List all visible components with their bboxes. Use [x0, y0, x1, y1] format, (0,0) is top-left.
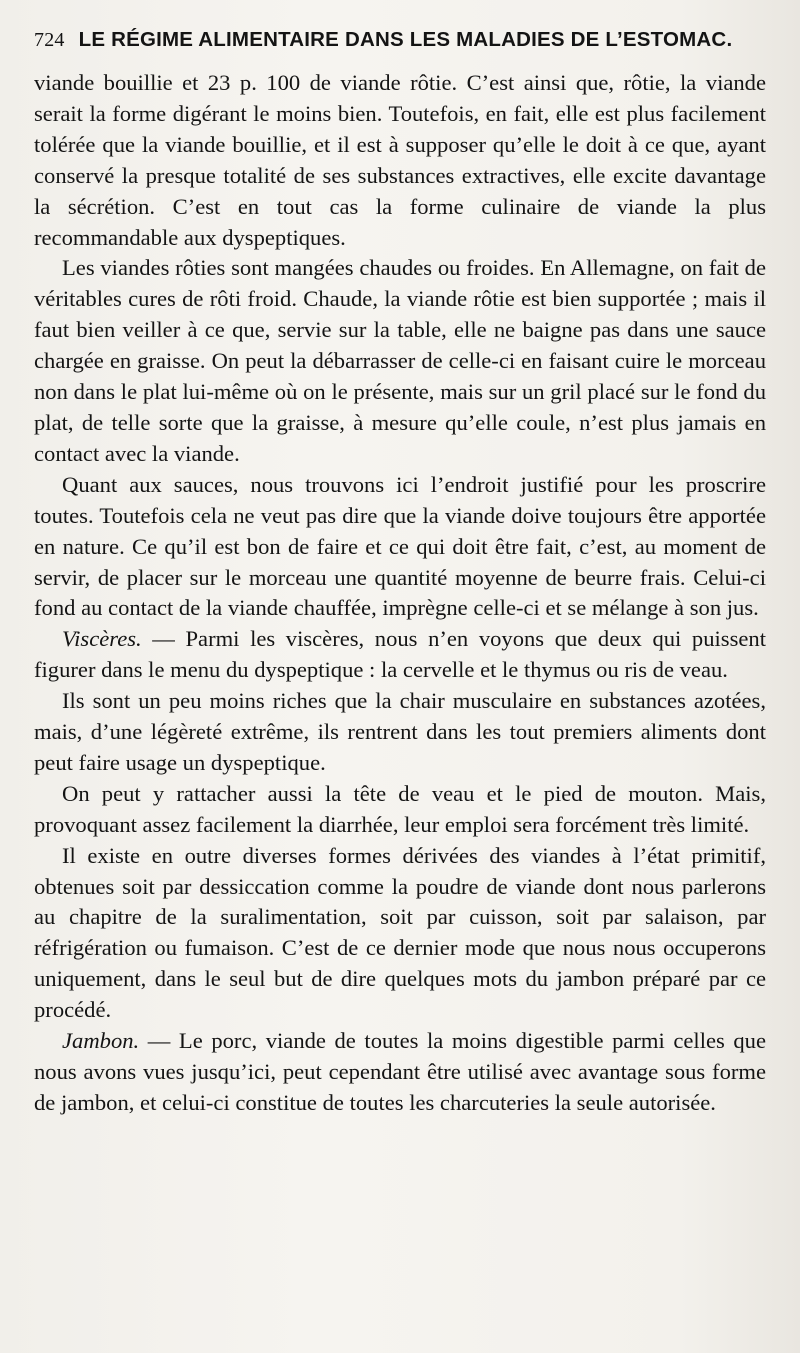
paragraph-text: viande bouillie et 23 p. 100 de viande rôtie. C’est ainsi que, rôtie, la viande serait la forme digérant le moins bien. Toutefois, en fait, elle est plus facilement tolérée que la viande bouillie, et il est à supposer qu’elle le doit à ce que, ayant conservé la presque totalité de ses substances extractives, elle excite davantage la sécrétion. C’est en tout cas la forme culinaire de viande la plus recommandable aux dyspeptiques.: [34, 70, 766, 250]
section-title-ham: Jambon.: [62, 1028, 140, 1054]
paragraph-text: On peut y rattacher aussi la tête de veau et le pied de mouton. Mais, provoquant assez facilement la diarrhée, leur emploi sera forcément très limité.: [34, 780, 766, 837]
paragraph-ham: [34, 1026, 766, 1119]
paragraph: [34, 841, 766, 1026]
paragraph-text: — Le porc, viande de toutes la moins digestible parmi celles que nous avons vues jusqu’ici, peut cependant être utilisé avec avantage sous forme de jambon, et celui-ci constitue de toutes les charcuteries la seule autorisée.: [34, 1028, 766, 1115]
page-number: 724: [34, 29, 65, 51]
section-title-viscera: Viscères.: [62, 626, 142, 652]
paragraph-text: — Parmi les viscères, nous n’en voyons que deux qui puissent figurer dans le menu du dyspeptique : la cervelle et le thymus ou ris de veau.: [34, 626, 766, 683]
paragraph: [34, 253, 766, 469]
paragraph-text: Quant aux sauces, nous trouvons ici l’endroit justifié pour les proscrire toutes. Toutefois cela ne veut pas dire que la viande doive toujours être apportée en nature. Ce qu’il est bon de faire et ce qui doit être fait, c’est, au moment de servir, de placer sur le morceau une quantité moyenne de beurre frais. Celui-ci fond au contact de la viande chauffée, imprègne celle-ci et se mélange à son jus.: [34, 471, 766, 621]
paragraph-text: Ils sont un peu moins riches que la chair musculaire en substances azotées, mais, d’une légèreté extrême, ils rentrent dans les tout premiers aliments dont peut faire usage un dyspeptique.: [34, 688, 766, 775]
paragraph-text: Il existe en outre diverses formes dérivées des viandes à l’état primitif, obtenues soit par dessiccation comme la poudre de viande dont nous parlerons au chapitre de la suralimentation, soit par cuisson, soit par salaison, par réfrigération ou fumaison. C’est de ce dernier mode que nous nous occuperons uniquement, dans le seul but de dire quelques mots du jambon préparé par ce procédé.: [34, 842, 766, 1023]
running-title: LE RÉGIME ALIMENTAIRE DANS LES MALADIES DE L’ESTOMAC.: [78, 28, 733, 51]
paragraph: [34, 779, 766, 841]
paragraph-viscera: [34, 624, 766, 686]
running-header: [34, 28, 766, 68]
paragraph: [34, 686, 766, 779]
paragraph-text: Les viandes rôties sont mangées chaudes ou froides. En Allemagne, on fait de véritables cures de rôti froid. Chaude, la viande rôtie est bien supportée ; mais il faut bien veiller à ce que, servie sur la table, elle ne baigne pas dans une sauce chargée en graisse. On peut la débarrasser de celle-ci en faisant cuire le morceau non dans le plat lui-même où on le présente, mais sur un gril placé sur le fond du plat, de telle sorte que la graisse, à mesure qu’elle coule, n’est plus jamais en contact avec la viande.: [34, 255, 766, 466]
paragraph: [34, 68, 766, 253]
page-body: [34, 68, 766, 1119]
paragraph: [34, 470, 766, 625]
